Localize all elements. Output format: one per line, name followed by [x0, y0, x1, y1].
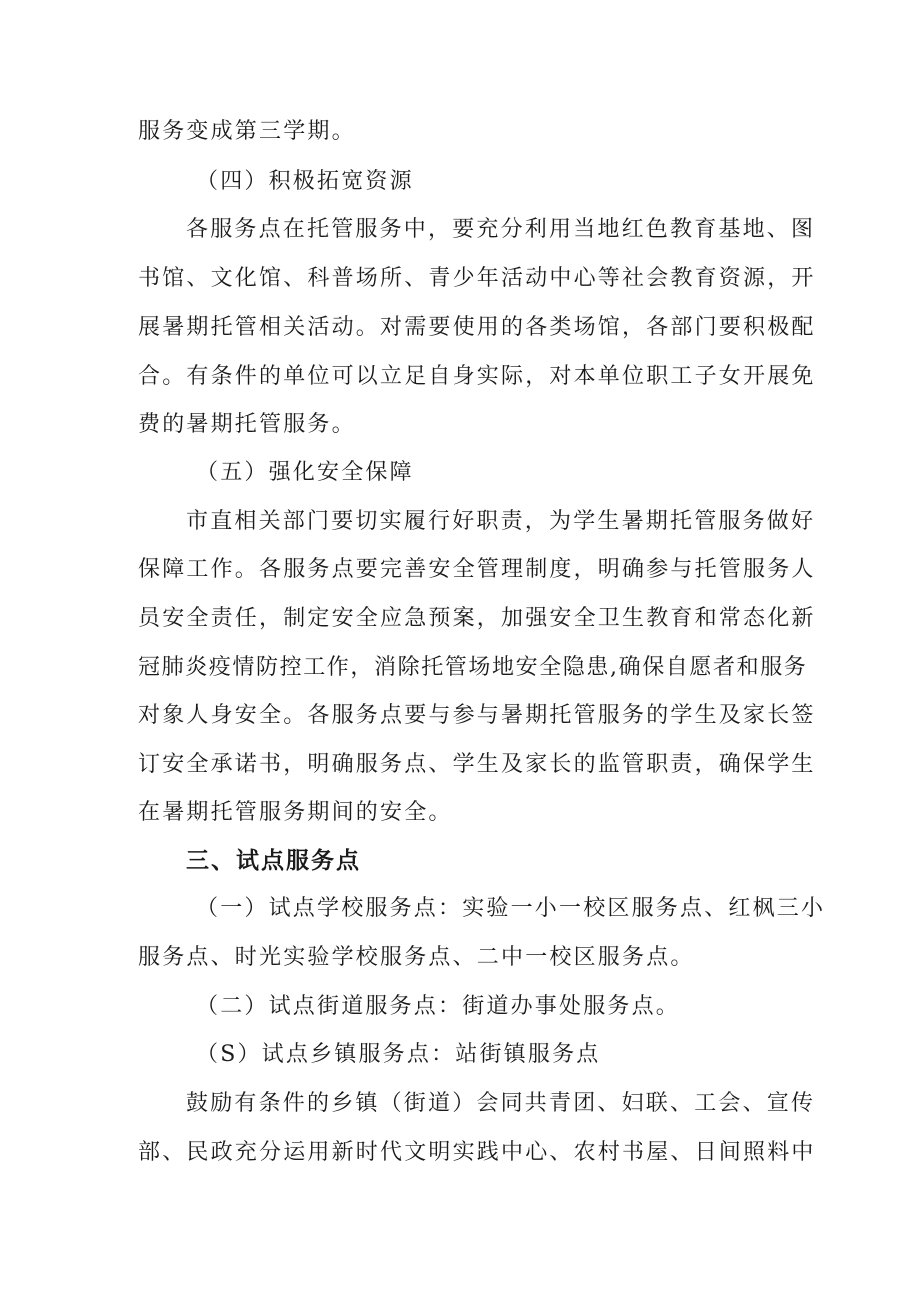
section-heading-5: （五）强化安全保障 [196, 460, 414, 485]
paragraph-line: （S）试点乡镇服务点：站街镇服务点 [196, 1042, 601, 1067]
paragraph-line: 合。有条件的单位可以立足自身实际，对本单位职工子女开展免 [138, 364, 816, 389]
paragraph-line: 费的暑期托管服务。 [138, 412, 356, 437]
paragraph-line: 鼓励有条件的乡镇（街道）会同共青团、妇联、工会、宣传 [186, 1091, 816, 1116]
paragraph-line: 各服务点在托管服务中，要充分利用当地红色教育基地、图 [186, 217, 816, 242]
paragraph-line: 订安全承诺书，明确服务点、学生及家长的监管职责，确保学生 [138, 752, 816, 777]
paragraph-line: 服务变成第三学期。 [138, 119, 356, 144]
paragraph-line: 市直相关部门要切实履行好职责，为学生暑期托管服务做好 [186, 509, 816, 534]
paragraph-line: （一）试点学校服务点：实验一小一校区服务点、红枫三小 [196, 896, 826, 921]
paragraph-line: 展暑期托管相关活动。对需要使用的各类场馆，各部门要积极配 [138, 315, 816, 340]
paragraph-line: 保障工作。各服务点要完善安全管理制度，明确参与托管服务人 [138, 557, 816, 582]
paragraph-line: 书馆、文化馆、科普场所、青少年活动中心等社会教育资源，开 [138, 266, 816, 291]
paragraph-line: （二）试点街道服务点：街道办事处服务点。 [196, 994, 681, 1019]
paragraph-line: 员安全责任，制定安全应急预案，加强安全卫生教育和常态化新 [138, 606, 816, 631]
paragraph-line: 在暑期托管服务期间的安全。 [138, 800, 453, 825]
section-heading-4: （四）积极拓宽资源 [196, 169, 414, 194]
chapter-heading-3: 三、试点服务点 [186, 848, 361, 874]
paragraph-line: 冠肺炎疫情防控工作，消除托管场地安全隐患,确保自愿者和服务 [138, 655, 808, 680]
paragraph-line: 对象人身安全。各服务点要与参与暑期托管服务的学生及家长签 [138, 703, 816, 728]
paragraph-line: 部、民政充分运用新时代文明实践中心、农村书屋、日间照料中 [138, 1140, 816, 1165]
paragraph-line: 服务点、时光实验学校服务点、二中一校区服务点。 [138, 945, 695, 970]
